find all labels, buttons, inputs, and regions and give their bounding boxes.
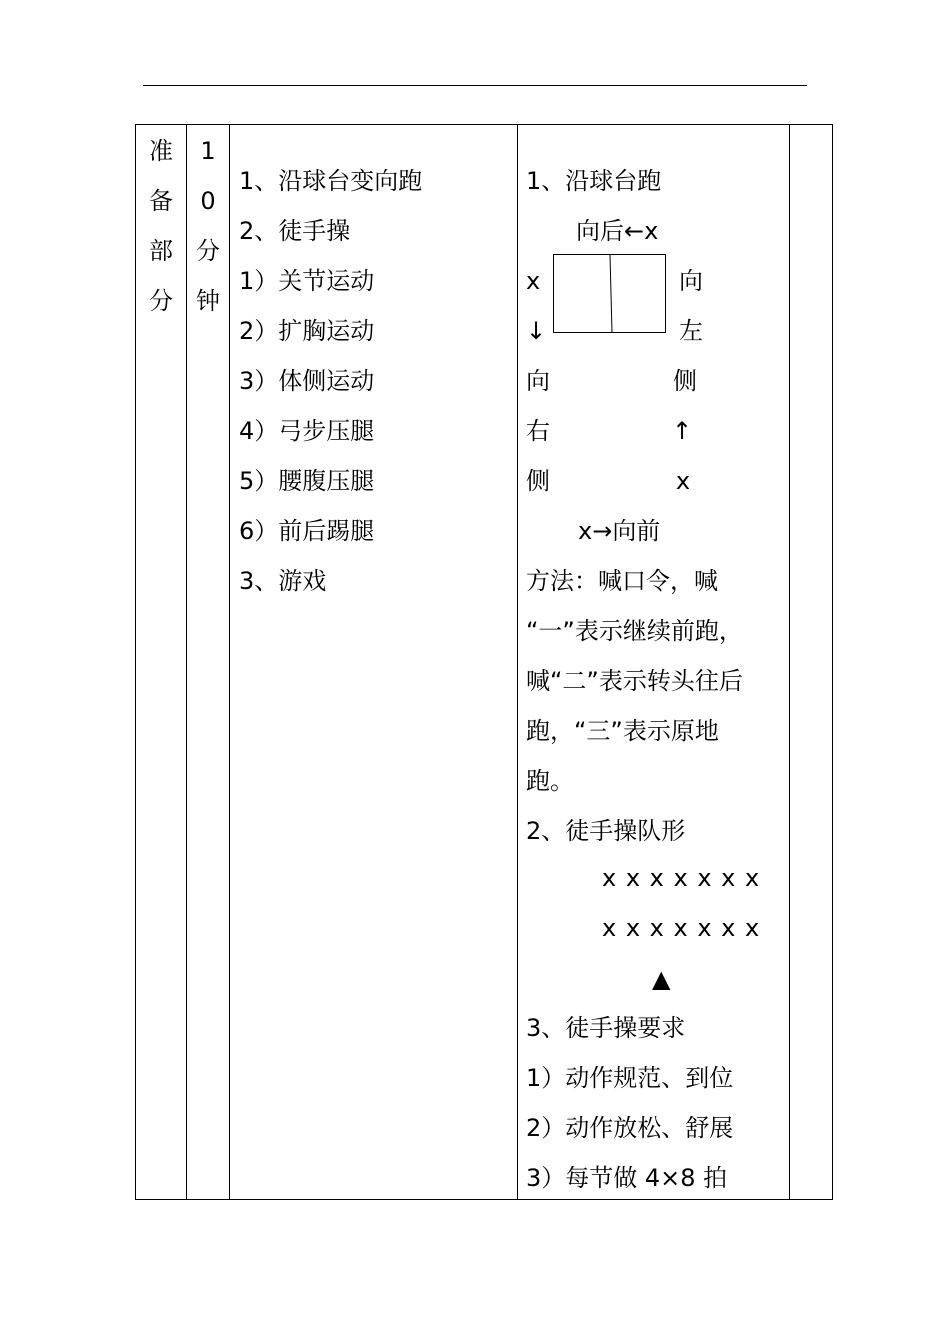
content-item: 3、游戏 bbox=[239, 567, 327, 595]
column-divider-2 bbox=[229, 125, 230, 1199]
heading-requirements: 3、徒手操要求 bbox=[526, 1014, 686, 1042]
duration-char: 1 bbox=[200, 137, 216, 165]
content-item: 4）弓步压腿 bbox=[239, 417, 375, 445]
table-net-line bbox=[553, 254, 666, 333]
diagram-bottom-label: x→向前 bbox=[578, 517, 661, 545]
diagram-left-char: x bbox=[526, 267, 541, 295]
requirement-item: 2）动作放松、舒展 bbox=[526, 1114, 734, 1142]
section-name-char: 部 bbox=[149, 237, 173, 265]
diagram-left-char: 向 bbox=[526, 367, 550, 395]
content-item: 6）前后踢腿 bbox=[239, 517, 375, 545]
section-name-char: 分 bbox=[149, 287, 173, 315]
formation-row: x x x x x x x bbox=[602, 914, 761, 942]
duration-char: 0 bbox=[200, 187, 216, 215]
formation-row: x x x x x x x bbox=[602, 864, 761, 892]
content-item: 2）扩胸运动 bbox=[239, 317, 375, 345]
method-line: 跑。 bbox=[526, 767, 574, 795]
content-item: 1、沿球台变向跑 bbox=[239, 167, 423, 195]
diagram-right-char: 向 bbox=[679, 267, 703, 295]
column-divider-4 bbox=[789, 125, 790, 1199]
duration-char: 分 bbox=[196, 237, 220, 265]
heading-table-run: 1、沿球台跑 bbox=[526, 167, 662, 195]
diagram-right-char: ↑ bbox=[671, 417, 693, 445]
diagram-left-char: ↓ bbox=[526, 317, 547, 345]
diagram-right-char: 左 bbox=[679, 317, 703, 345]
diagram-right-char: x bbox=[675, 467, 691, 495]
column-divider-3 bbox=[517, 125, 518, 1199]
content-item: 1）关节运动 bbox=[239, 267, 375, 295]
method-line: “一”表示继续前跑， bbox=[526, 617, 743, 645]
heading-formation: 2、徒手操队形 bbox=[526, 817, 686, 845]
requirement-item: 3）每节做 4×8 拍 bbox=[526, 1164, 728, 1192]
diagram-left-char: 侧 bbox=[526, 467, 550, 495]
section-name-char: 准 bbox=[149, 137, 173, 165]
content-item: 3）体侧运动 bbox=[239, 367, 375, 395]
requirement-item: 1）动作规范、到位 bbox=[526, 1064, 734, 1092]
diagram-right-char: 侧 bbox=[673, 367, 697, 395]
diagram-left-char: 右 bbox=[526, 417, 550, 445]
method-line: 喊“二”表示转头往后 bbox=[526, 667, 743, 695]
method-line: 方法：喊口令，喊 bbox=[526, 567, 718, 595]
teacher-position-marker: ▲ bbox=[652, 965, 671, 993]
diagram-top-label: 向后←x bbox=[576, 217, 659, 245]
content-item: 5）腰腹压腿 bbox=[239, 467, 375, 495]
header-rule bbox=[143, 85, 807, 86]
content-item: 2、徒手操 bbox=[239, 217, 351, 245]
method-line: 跑，“三”表示原地 bbox=[526, 717, 719, 745]
section-name-char: 备 bbox=[149, 187, 173, 215]
column-divider-1 bbox=[186, 125, 187, 1199]
duration-char: 钟 bbox=[196, 287, 220, 315]
